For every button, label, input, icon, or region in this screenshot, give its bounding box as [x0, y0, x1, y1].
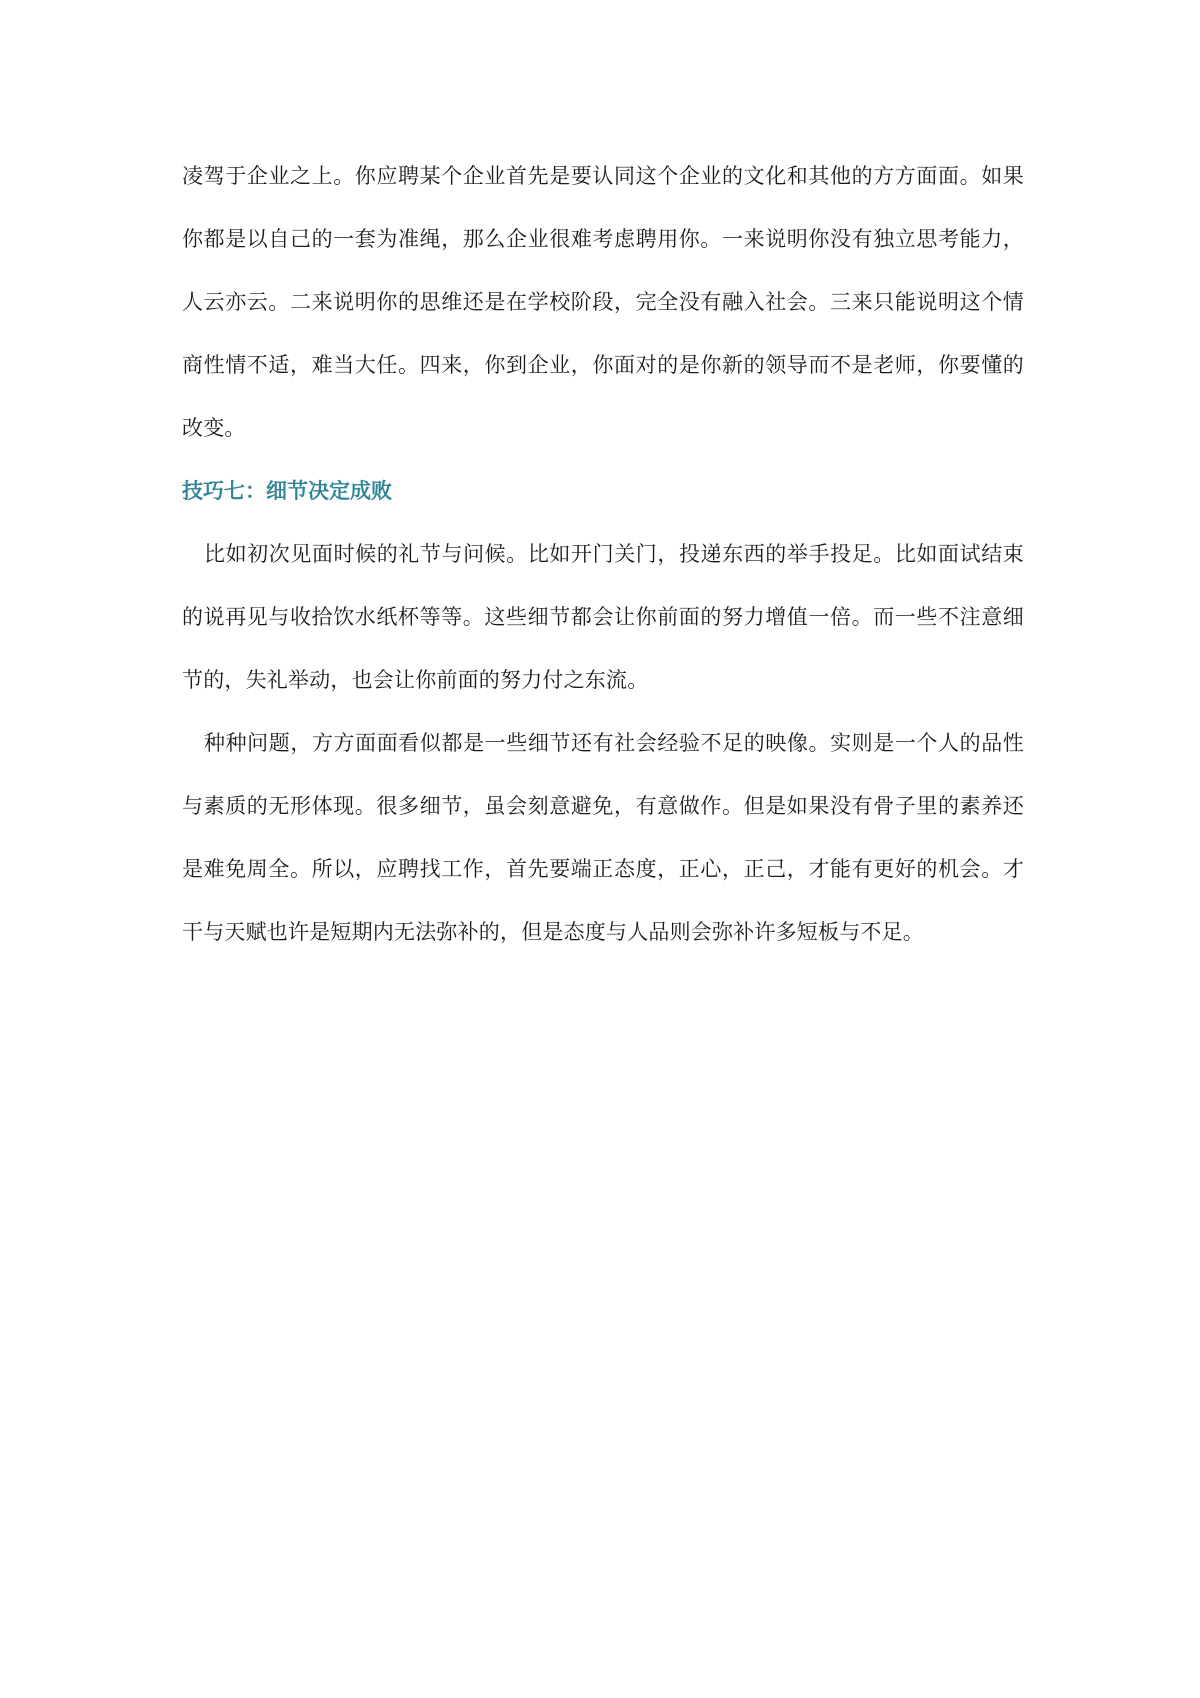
body-paragraph-2: 比如初次见面时候的礼节与问候。比如开门关门，投递东西的举手投足。比如面试结束的说再见与收拾饮水纸杯等等。这些细节都会让你前面的努力增值一倍。而一些不注意细节的，失礼举动，也会让你前面的努力付之东流。 [182, 542, 1024, 692]
document-page [182, 145, 1024, 964]
body-paragraph-3: 种种问题，方方面面看似都是一些细节还有社会经验不足的映像。实则是一个人的品性与素质的无形体现。很多细节，虽会刻意避免，有意做作。但是如果没有骨子里的素养还是难免周全。所以，应聘找工作，首先要端正态度，正心，正己，才能有更好的机会。才干与天赋也许是短期内无法弥补的，但是态度与人品则会弥补许多短板与不足。 [182, 731, 1024, 944]
section-heading: 技巧七：细节决定成败 [182, 479, 392, 503]
body-paragraph-1: 凌驾于企业之上。你应聘某个企业首先是要认同这个企业的文化和其他的方方面面。如果你都是以自己的一套为准绳，那么企业很难考虑聘用你。一来说明你没有独立思考能力，人云亦云。二来说明你的思维还是在学校阶段，完全没有融入社会。三来只能说明这个情商性情不适，难当大任。四来，你到企业，你面对的是你新的领导而不是老师，你要懂的改变。 [182, 164, 1024, 440]
